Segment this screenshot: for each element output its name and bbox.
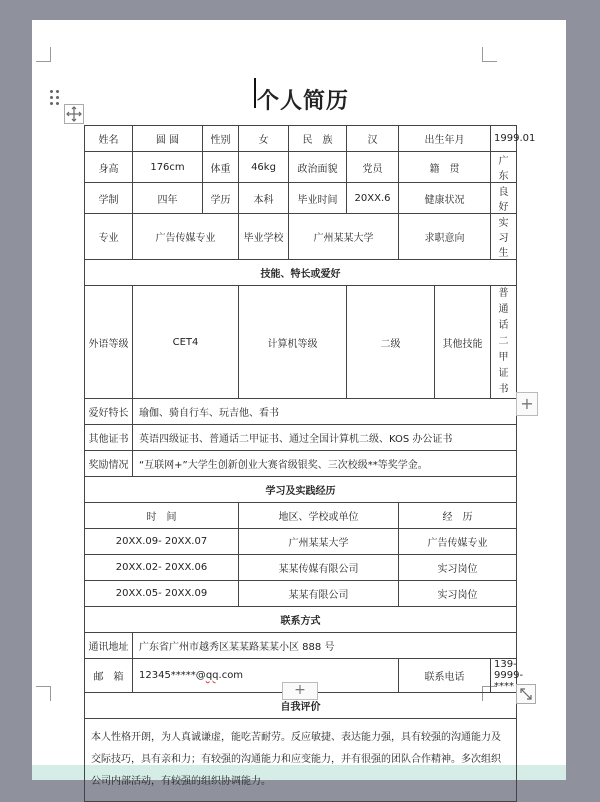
height-label: 身高 bbox=[85, 152, 133, 183]
exp-place[interactable]: 某某有限公司 bbox=[239, 581, 399, 607]
row-evaluation bbox=[85, 719, 517, 802]
ethnicity-label: 民 族 bbox=[289, 126, 347, 152]
hobby-label: 爱好特长 bbox=[85, 399, 133, 425]
drag-grip-icon[interactable] bbox=[49, 89, 61, 105]
row-basic-4 bbox=[85, 214, 517, 260]
skills-heading: 技能、特长或爱好 bbox=[85, 260, 517, 286]
row-skills-heading bbox=[85, 260, 517, 286]
address-label: 通讯地址 bbox=[85, 633, 133, 659]
col-time-header: 时 间 bbox=[85, 503, 239, 529]
birth-label: 出生年月 bbox=[399, 126, 491, 152]
row-skills-levels bbox=[85, 286, 517, 399]
experience-heading: 学习及实践经历 bbox=[85, 477, 517, 503]
crop-mark-top-left bbox=[36, 47, 51, 62]
health-label: 健康状况 bbox=[399, 183, 491, 214]
email-user: 12345*****@ bbox=[139, 670, 206, 681]
exp-time[interactable]: 20XX.05- 20XX.09 bbox=[85, 581, 239, 607]
exp-place[interactable]: 某某传媒有限公司 bbox=[239, 555, 399, 581]
politics-value[interactable]: 党员 bbox=[347, 152, 399, 183]
text-cursor bbox=[254, 78, 256, 108]
email-tld: .com bbox=[218, 670, 244, 681]
intent-label: 求职意向 bbox=[399, 214, 491, 260]
row-basic-1 bbox=[85, 126, 517, 152]
email-label: 邮 箱 bbox=[85, 659, 133, 693]
name-value[interactable]: 圆 圆 bbox=[133, 126, 203, 152]
row-experience-columns bbox=[85, 503, 517, 529]
table-resize-icon[interactable] bbox=[516, 684, 536, 704]
lang-value[interactable]: CET4 bbox=[133, 286, 239, 399]
row-experience-heading bbox=[85, 477, 517, 503]
gender-value[interactable]: 女 bbox=[239, 126, 289, 152]
height-value[interactable]: 176cm bbox=[133, 152, 203, 183]
award-value[interactable]: “互联网+”大学生创新创业大赛省级银奖、三次校级**等奖学金。 bbox=[133, 451, 517, 477]
school-label: 毕业学校 bbox=[239, 214, 289, 260]
row-award bbox=[85, 451, 517, 477]
degree-value[interactable]: 本科 bbox=[239, 183, 289, 214]
native-label: 籍 贯 bbox=[399, 152, 491, 183]
computer-value[interactable]: 二级 bbox=[347, 286, 435, 399]
birth-value[interactable]: 1999.01 bbox=[491, 126, 517, 152]
row-contact-heading bbox=[85, 607, 517, 633]
address-value[interactable]: 广东省广州市越秀区某某路某某小区 888 号 bbox=[133, 633, 517, 659]
computer-label: 计算机等级 bbox=[239, 286, 347, 399]
evaluation-heading: 自我评价 bbox=[85, 693, 517, 719]
add-row-plus-icon[interactable]: + bbox=[282, 682, 318, 700]
ethnicity-value[interactable]: 汉 bbox=[347, 126, 399, 152]
row-basic-2 bbox=[85, 152, 517, 183]
table-row bbox=[85, 581, 517, 607]
table-row bbox=[85, 555, 517, 581]
name-label: 姓名 bbox=[85, 126, 133, 152]
phone-value[interactable]: 139-9999-**** bbox=[491, 659, 517, 693]
col-exp-header: 经 历 bbox=[399, 503, 517, 529]
other-skill-label: 其他技能 bbox=[435, 286, 491, 399]
health-value[interactable]: 良好 bbox=[491, 183, 517, 214]
email-domain: qq bbox=[205, 670, 219, 681]
weight-value[interactable]: 46kg bbox=[239, 152, 289, 183]
politics-label: 政治面貌 bbox=[289, 152, 347, 183]
row-basic-3 bbox=[85, 183, 517, 214]
intent-value[interactable]: 实习生 bbox=[491, 214, 517, 260]
cert-label: 其他证书 bbox=[85, 425, 133, 451]
evaluation-text[interactable]: 本人性格开朗，为人真诚谦虚，能吃苦耐劳。反应敏捷、表达能力强，具有较强的沟通能力及交际技巧，具有亲和力；有较强的沟通能力和应变能力，并有很强的团队合作精神。多次组织公司内部活动，有较强的组织协调能力。 bbox=[85, 719, 517, 802]
degree-label: 学历 bbox=[203, 183, 239, 214]
contact-heading: 联系方式 bbox=[85, 607, 517, 633]
row-address bbox=[85, 633, 517, 659]
add-column-plus-icon[interactable]: + bbox=[516, 392, 538, 416]
email-value[interactable] bbox=[133, 659, 399, 693]
exp-detail[interactable]: 实习岗位 bbox=[399, 581, 517, 607]
lang-label: 外语等级 bbox=[85, 286, 133, 399]
phone-label: 联系电话 bbox=[399, 659, 491, 693]
resume-table bbox=[84, 125, 536, 802]
major-label: 专业 bbox=[85, 214, 133, 260]
major-value[interactable]: 广告传媒专业 bbox=[133, 214, 239, 260]
exp-detail[interactable]: 广告传媒专业 bbox=[399, 529, 517, 555]
table-row bbox=[85, 529, 517, 555]
cert-value[interactable]: 英语四级证书、普通话二甲证书、通过全国计算机二级、KOS 办公证书 bbox=[133, 425, 517, 451]
page-title: 个人简历 bbox=[257, 84, 349, 115]
col-place-header: 地区、学校或单位 bbox=[239, 503, 399, 529]
gender-label: 性别 bbox=[203, 126, 239, 152]
table-move-icon[interactable] bbox=[64, 104, 84, 124]
exp-place[interactable]: 广州某某大学 bbox=[239, 529, 399, 555]
exp-time[interactable]: 20XX.09- 20XX.07 bbox=[85, 529, 239, 555]
exp-detail[interactable]: 实习岗位 bbox=[399, 555, 517, 581]
system-label: 学制 bbox=[85, 183, 133, 214]
exp-time[interactable]: 20XX.02- 20XX.06 bbox=[85, 555, 239, 581]
grad-label: 毕业时间 bbox=[289, 183, 347, 214]
crop-mark-bottom-left bbox=[36, 686, 51, 701]
grad-value[interactable]: 20XX.6 bbox=[347, 183, 399, 214]
native-value[interactable]: 广东 bbox=[491, 152, 517, 183]
school-value[interactable]: 广州某某大学 bbox=[289, 214, 399, 260]
other-skill-value[interactable]: 普通话二甲证书 bbox=[491, 286, 517, 399]
hobby-value[interactable]: 瑜伽、骑自行车、玩吉他、看书 bbox=[133, 399, 517, 425]
award-label: 奖励情况 bbox=[85, 451, 133, 477]
row-cert bbox=[85, 425, 517, 451]
crop-mark-top-right bbox=[482, 47, 497, 62]
row-hobby bbox=[85, 399, 517, 425]
weight-label: 体重 bbox=[203, 152, 239, 183]
system-value[interactable]: 四年 bbox=[133, 183, 203, 214]
